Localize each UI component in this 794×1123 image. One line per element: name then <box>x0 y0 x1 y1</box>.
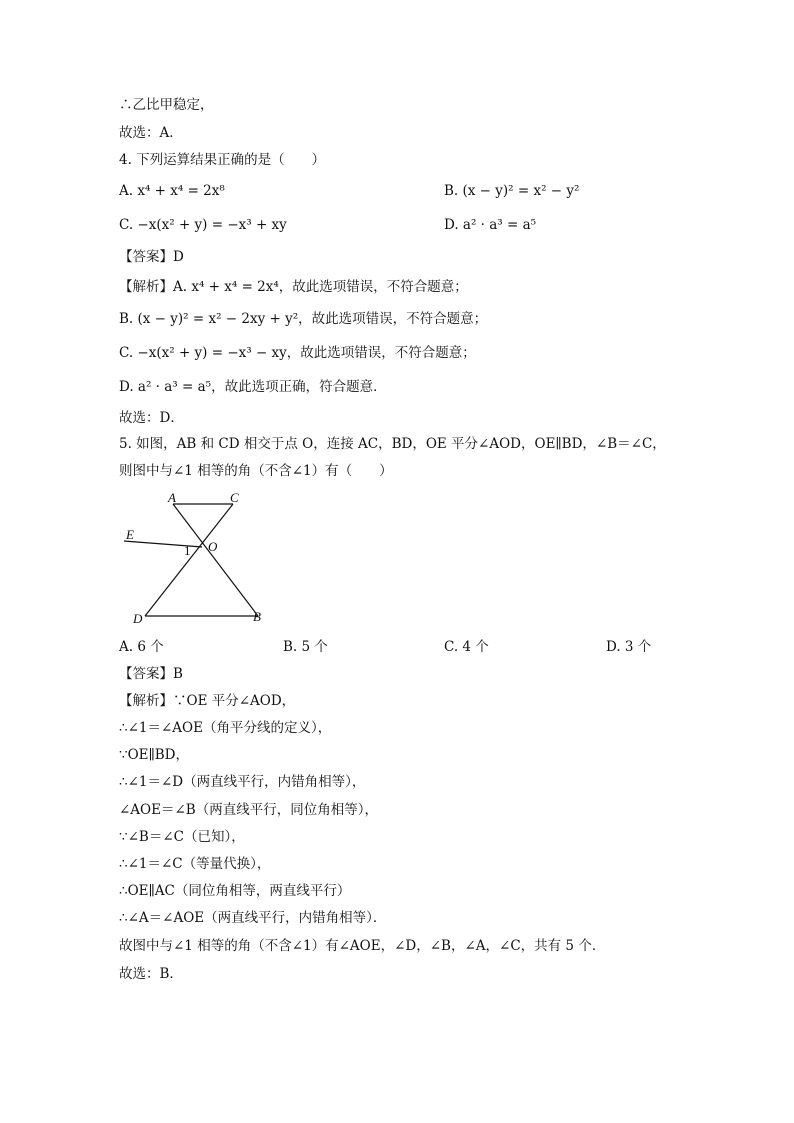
q5-solution-step: ∵∠B＝∠C（已知）， <box>119 829 245 845</box>
label-e: E <box>126 527 134 542</box>
text-line: 故选：A． <box>119 125 183 141</box>
q4-option-b: B. (x − y)² = x² − y² <box>444 183 580 199</box>
label-o: O <box>208 539 218 554</box>
label-angle-1: 1 <box>184 543 191 558</box>
q5-solution-step: 【解析】∵OE 平分∠AOD， <box>119 693 296 709</box>
question-5-stem-line2: 则图中与∠1 相等的角（不含∠1）有（ ） <box>119 463 393 479</box>
q5-option-a: A. 6 个 <box>119 639 164 655</box>
q5-choose: 故选：B． <box>119 966 183 982</box>
q4-option-d: D. a² · a³ = a⁵ <box>444 217 537 233</box>
label-d: D <box>133 611 143 626</box>
q5-option-c: C. 4 个 <box>444 639 489 655</box>
q4-analysis-d: D. a² · a³ = a⁵，故此选项正确，符合题意． <box>119 379 387 395</box>
question-5-stem-line1: 5. 如图，AB 和 CD 相交于点 O，连接 AC，BD，OE 平分∠AOD，OE∥BD，∠B＝∠C， <box>119 436 666 452</box>
q4-answer: 【答案】D <box>119 249 184 265</box>
q5-answer: 【答案】B <box>119 666 183 682</box>
geometry-figure <box>118 488 278 628</box>
q4-option-a: A. x⁴ + x⁴ = 2x⁸ <box>119 183 225 199</box>
q5-solution-step: ∠AOE＝∠B（两直线平行，同位角相等）， <box>119 802 378 818</box>
q4-analysis-b: B. (x − y)² = x² − 2xy + y²，故此选项错误，不符合题意； <box>119 311 488 327</box>
q5-solution-step: ∴OE∥AC（同位角相等，两直线平行） <box>119 883 351 899</box>
q4-analysis-c: C. −x(x² + y) = −x³ − xy，故此选项错误，不符合题意； <box>119 345 476 361</box>
q5-solution-step: ∴∠A＝∠AOE（两直线平行，内错角相等）． <box>119 910 387 926</box>
q4-choose: 故选：D． <box>119 410 184 426</box>
q5-solution-step: ∴∠1＝∠D（两直线平行，内错角相等）， <box>119 774 366 790</box>
label-b: B <box>253 609 261 624</box>
q5-conclusion: 故图中与∠1 相等的角（不含∠1）有∠AOE，∠D，∠B，∠A，∠C，共有 5 个． <box>119 938 606 954</box>
q5-solution-step: ∴∠1＝∠AOE（角平分线的定义）， <box>119 720 332 736</box>
question-4-stem: 4. 下列运算结果正确的是（ ） <box>119 152 326 168</box>
q5-solution-step: ∵OE∥BD， <box>119 747 189 763</box>
q4-analysis-a: 【解析】A. x⁴ + x⁴ = 2x⁴，故此选项错误，不符合题意； <box>119 279 468 295</box>
q5-solution-step: ∴∠1＝∠C（等量代换）， <box>119 856 271 872</box>
q4-option-c: C. −x(x² + y) = −x³ + xy <box>119 217 287 233</box>
text-line: ∴乙比甲稳定， <box>119 97 214 113</box>
q5-option-b: B. 5 个 <box>283 639 328 655</box>
segment-ab <box>173 504 258 616</box>
label-a: A <box>168 490 176 505</box>
segment-cd <box>145 504 233 616</box>
q5-option-d: D. 3 个 <box>606 639 652 655</box>
label-c: C <box>230 490 239 505</box>
